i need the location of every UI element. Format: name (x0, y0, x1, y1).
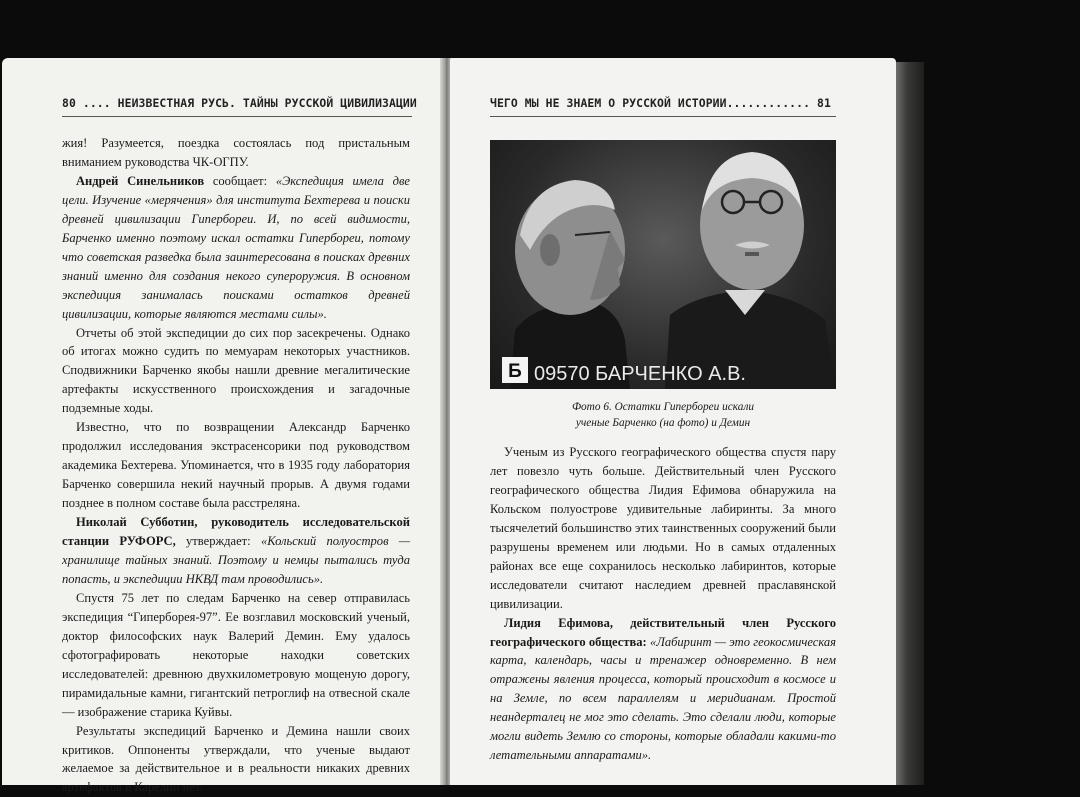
quote-text: «Кольский полуостров — хранилище тайных знаний. Поэтому и немцы пытались туда попасть, и экспедиции НКВД там проводились». (62, 534, 410, 586)
quote-author: Андрей Синельников (76, 173, 205, 188)
plate-inscription: 09570 БАРЧЕНКО А.В. (534, 363, 746, 385)
right-paragraph-1: Ученым из Русского географического общества спустя пару лет повезло чуть больше. Действительный член Русского географического общества Лидия Ефимова обнаружила на Кольском полуострове удивительные лабиринты. За много тысячелетий большинство этих таинственных сооружений были разрушены временем или людьми. Но в самых отдаленных районах все еще сохранилось несколько лабиринтов, которые исследователи считают наследием древней праславянской цивилизации. (490, 445, 836, 611)
right-paragraph-2 (490, 614, 836, 766)
caption-line-1: Фото 6. Остатки Гипербореи искали (571, 401, 755, 413)
photo-caption (490, 399, 836, 431)
left-paragraph-6: Спустя 75 лет по следам Барченко на север отправилась экспедиция “Гиперборея-97”. Ее возглавил московский ученый, доктор философских наук Валерий Демин. Ему удалось сфотографировать некоторые находки советских исследователей: древнюю двухкилометровую мощеную дорогу, пирамидальные камни, гигантский петроглиф на отвесной скале — изображение старика Куйвы. (62, 590, 410, 719)
left-page-body (62, 134, 410, 797)
left-running-header: 80 .... НЕИЗВЕСТНАЯ РУСЬ. ТАЙНЫ РУССКОЙ ЦИВИЛИЗАЦИИ (62, 96, 417, 110)
quote-text: «Экспедиция имела две цели. Изучение «мерячения» для института Бехтерева и поиски древней цивилизации Гипербореи. И, по всей видимости, Барченко именно поэтому искал остатки Гипербореи, потому что советская разведка была заинтересована в поисках древних знаний именно для создания некого супероружия. В основном экспедиция занималась поисками остатков древней цивилизации, которые являются местами силы». (62, 173, 410, 321)
left-paragraph-2 (62, 172, 410, 324)
caption-line-2: ученые Барченко (на фото) и Демин (575, 417, 751, 429)
left-paragraph-1: жия! Разумеется, поездка состоялась под пристальным вниманием руководства ЧК-ОГПУ. (62, 136, 410, 169)
left-paragraph-3: Отчеты об этой экспедиции до сих пор засекречены. Однако об итогах можно судить по мемуарам некоторых участников. Сподвижники Барченко якобы нашли древние мегалитические артефакты искусственного происхождения и загадочные подземные ходы. (62, 325, 410, 416)
quote-text: «Лабиринт — это геокосмическая карта, календарь, часы и тренажер одновременно. В нем отражены явления процесса, который происходит в космосе и на Земле, по всем параллелям и меридианам. Простой неандерталец не мог это сделать. Это сделали люди, которые могли видеть Землю со стороны, которые обладали какими-то летательными аппаратами». (490, 634, 836, 763)
right-header-rule (490, 116, 836, 117)
right-running-header: ЧЕГО МЫ НЕ ЗНАЕМ О РУССКОЙ ИСТОРИИ............ 81 (490, 96, 831, 110)
quote-author: Николай Субботин, руководитель исследовательской станции РУФОРС, (62, 515, 410, 549)
mugshot-illustration (490, 140, 836, 389)
right-page-body (490, 443, 836, 765)
plate-letter: Б (508, 361, 522, 382)
quote-author: Лидия Ефимова, действительный член Русского географического общества: (490, 615, 836, 649)
mugshot-photo (490, 140, 836, 389)
book-edge (896, 62, 924, 785)
left-paragraph-5 (62, 513, 410, 589)
left-paragraph-4: Известно, что по возвращении Александр Барченко продолжил исследования экстрасенсорики под руководством академика Бехтерева. Упоминается, что в 1935 году лаборатория Барченко совершила некий научный прорыв. А двумя годами позднее в полном составе была расстреляна. (62, 420, 410, 511)
quote-verb: утверждает: (175, 534, 261, 549)
left-paragraph-7: Результаты экспедиций Барченко и Демина нашли своих критиков. Оппоненты утверждали, что ученые выдают желаемое за действительное и в реальности никаких древних артефактов в Карелии нет. (62, 723, 410, 795)
quote-verb: сообщает: (204, 173, 276, 188)
left-header-rule (62, 116, 412, 117)
